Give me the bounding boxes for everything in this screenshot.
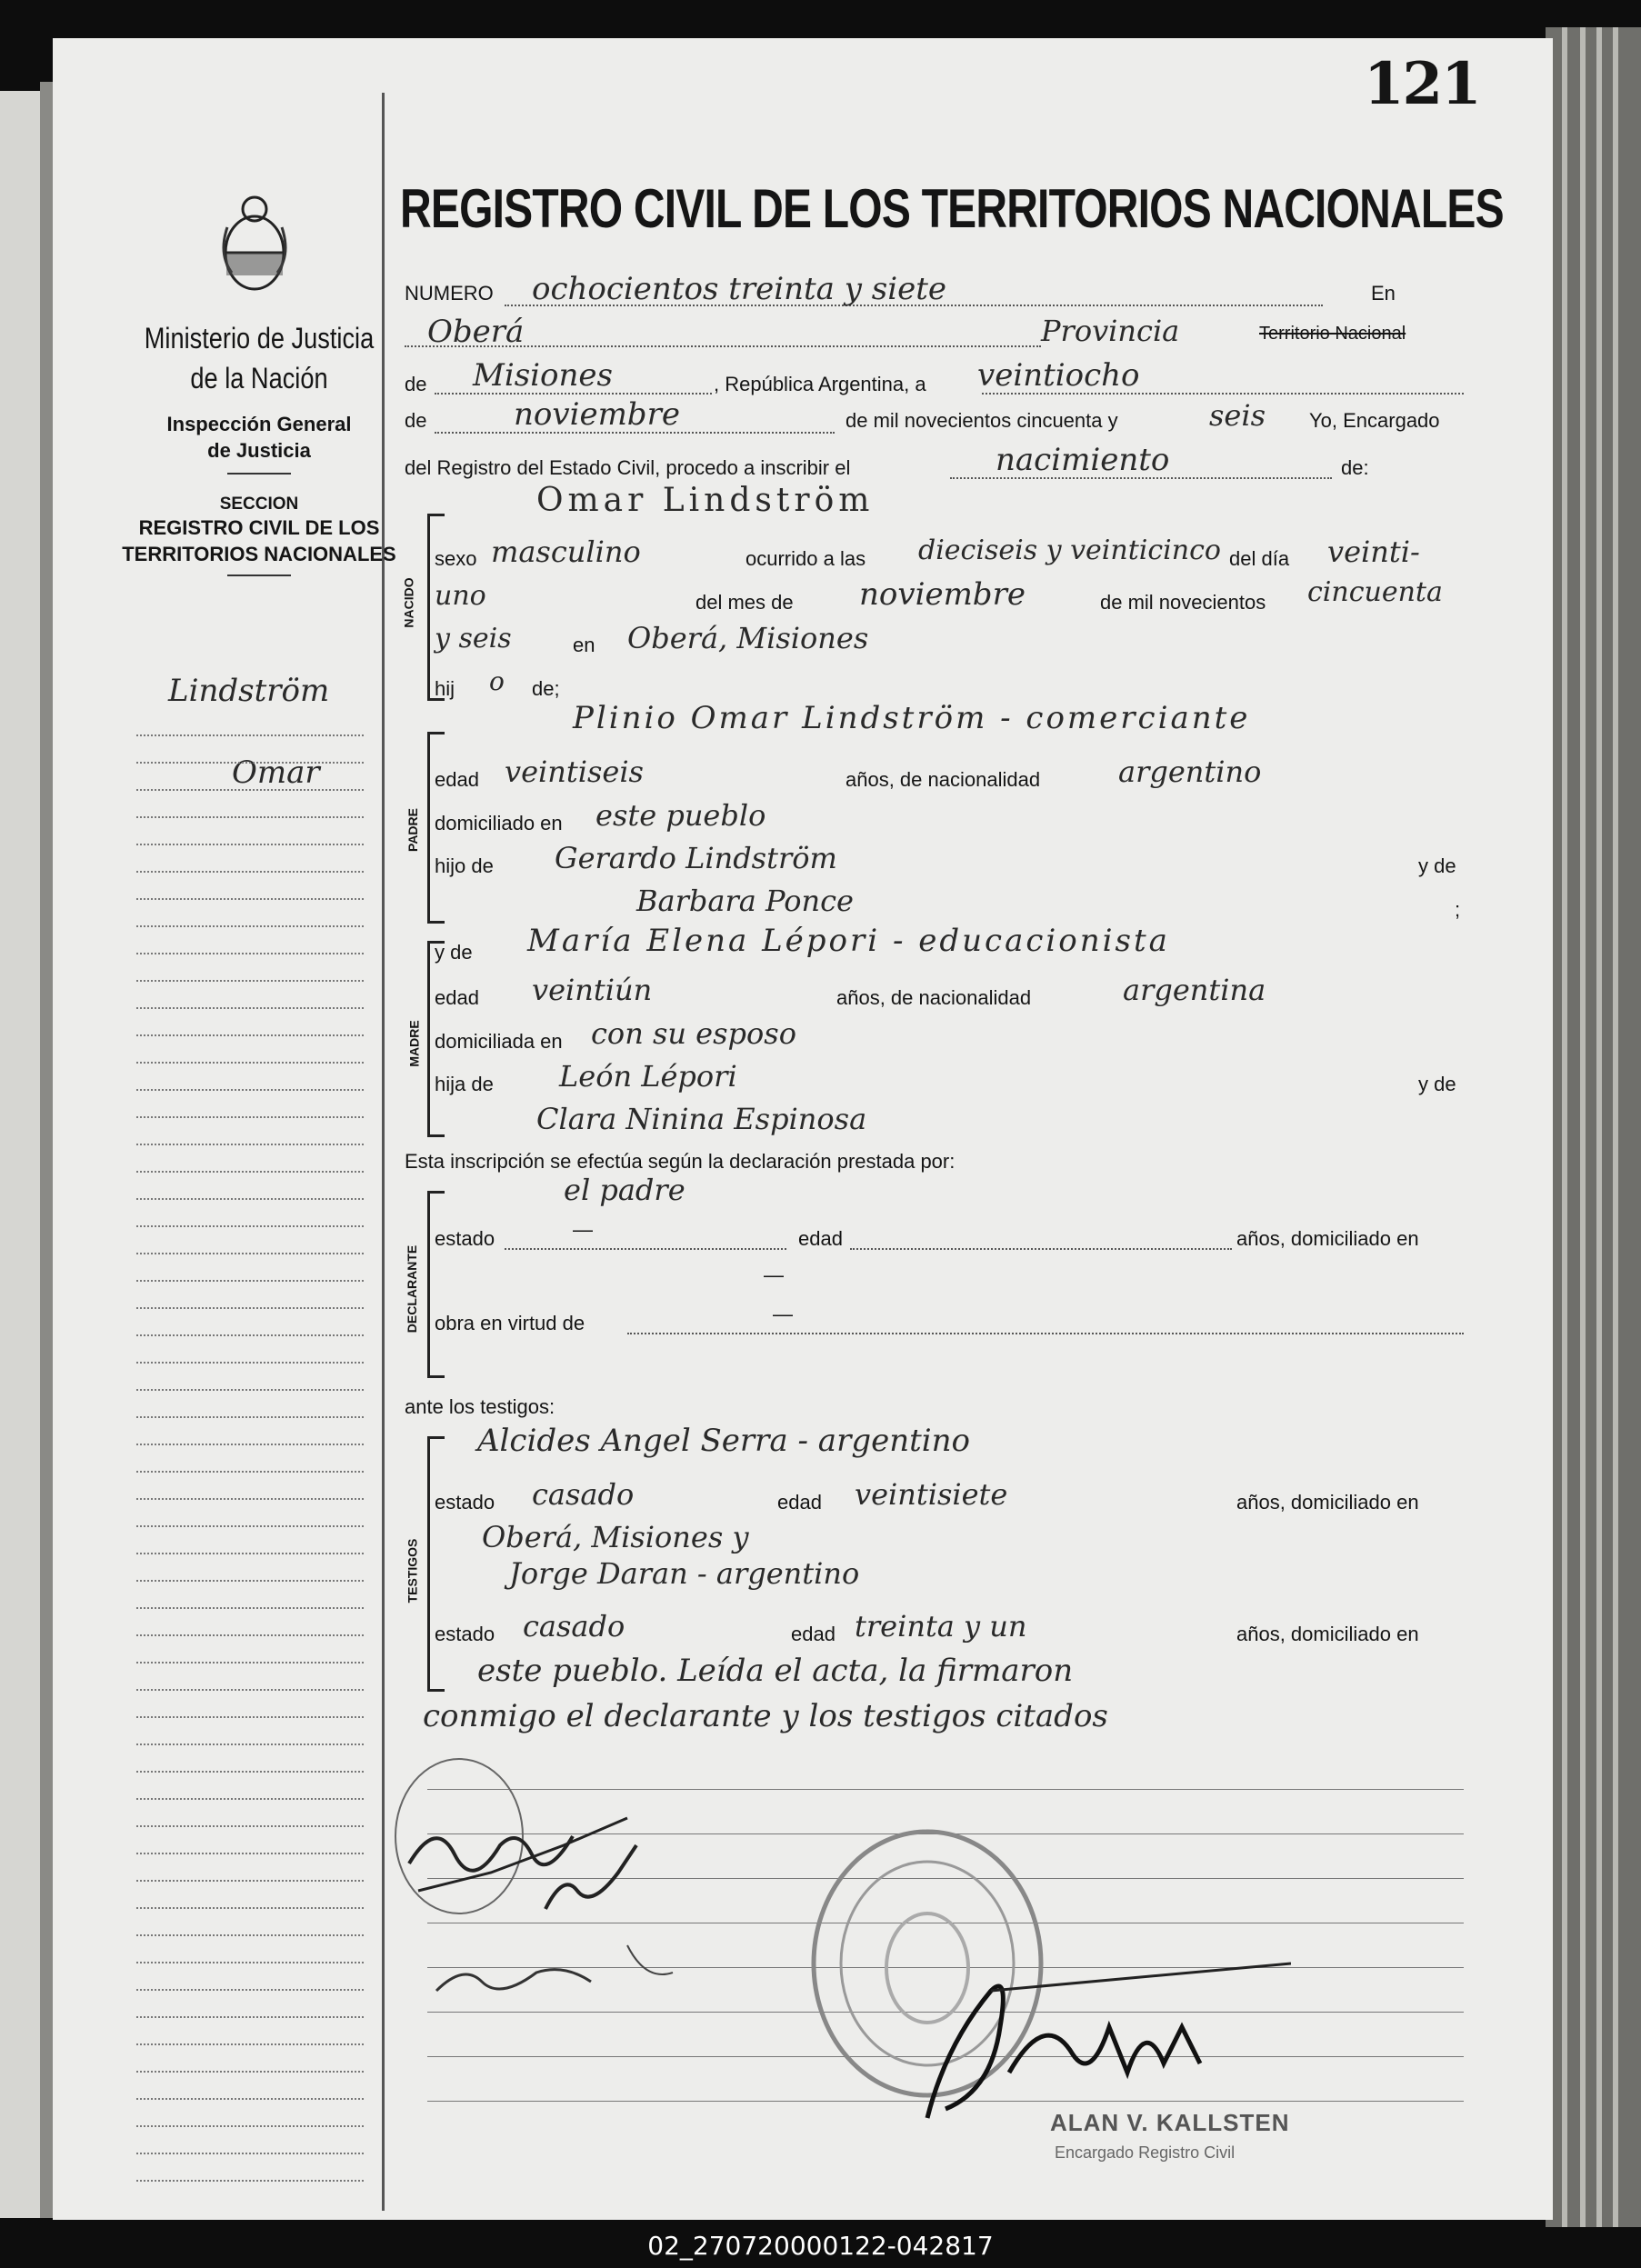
day-value: veintiocho xyxy=(977,357,1140,394)
dia-value-cont: uno xyxy=(435,580,486,612)
margin-ruled-line xyxy=(136,1827,364,1854)
declarante-anios-label: años, domiciliado en xyxy=(1236,1227,1419,1250)
padre-domiciliado-label: domiciliado en xyxy=(435,812,563,834)
republica-label: , República Argentina, a xyxy=(714,373,926,395)
footer-id: 02_270720000122-042817 xyxy=(647,2231,994,2261)
anio-value-cont: y seis xyxy=(435,623,512,654)
hij-suffix-value: o xyxy=(489,666,505,696)
margin-ruled-line xyxy=(136,2127,364,2154)
declarante-estado-label: estado xyxy=(435,1227,495,1250)
testigo1-estado-label: estado xyxy=(435,1491,495,1514)
registro-label: del Registro del Estado Civil, procedo a inscribir el xyxy=(405,456,851,479)
testigo2-anios-label: años, domiciliado en xyxy=(1236,1623,1419,1645)
de-label-2: de xyxy=(405,409,427,432)
madre-padre-value: León Lépori xyxy=(559,1059,737,1094)
testigo1-edad-value: veintisiete xyxy=(855,1477,1008,1512)
margin-ruled-line xyxy=(136,845,364,873)
testigo2-estado-value: casado xyxy=(523,1609,625,1644)
sexo-value: masculino xyxy=(491,535,641,569)
testigos-ante-label: ante los testigos: xyxy=(405,1395,555,1418)
margin-ruled-line xyxy=(136,736,364,764)
margin-ruled-line xyxy=(136,1145,364,1173)
page-title: REGISTRO CIVIL DE LOS TERRITORIOS NACIONALES xyxy=(400,178,1504,239)
madre-y-de-label-2: y de xyxy=(1418,1073,1456,1095)
margin-ruled-line xyxy=(136,1609,364,1636)
margin-ruled-line xyxy=(136,1091,364,1118)
margin-ruled-line xyxy=(136,1473,364,1500)
madre-nacionalidad-value: argentina xyxy=(1123,973,1266,1007)
margin-ruled-line xyxy=(136,1391,364,1418)
margin-ruled-line xyxy=(136,1718,364,1745)
en-label: En xyxy=(1371,282,1396,305)
de-mil-label: de mil novecientos xyxy=(1100,591,1266,614)
nacido-name: Omar Lindström xyxy=(536,482,875,519)
padre-nacionalidad-value: argentino xyxy=(1118,754,1262,789)
padre-name: Plinio Omar Lindström - comerciante xyxy=(573,700,1251,736)
numero-value: ochocientos treinta y siete xyxy=(532,271,946,307)
madre-edad-value: veintiún xyxy=(532,973,653,1007)
margin-ruled-line xyxy=(136,1582,364,1609)
sexo-label: sexo xyxy=(435,547,477,570)
inspection-line1: Inspección General xyxy=(166,413,352,435)
section-line2: TERRITORIOS NACIONALES xyxy=(122,543,396,565)
testigo1-dom-value: Oberá, Misiones y xyxy=(482,1520,749,1554)
madre-domicilio-value: con su esposo xyxy=(591,1016,796,1051)
testigo2-edad-label: edad xyxy=(791,1623,836,1645)
margin-ruled-line xyxy=(136,791,364,818)
margin-ruled-line xyxy=(136,1064,364,1091)
margin-ruled-line xyxy=(136,1200,364,1227)
closing-line: conmigo el declarante y los testigos citados xyxy=(423,1698,1108,1734)
margin-ruled-line xyxy=(136,1936,364,1963)
padre-hijo-de-label: hijo de xyxy=(435,854,494,877)
year-value: seis xyxy=(1209,398,1266,433)
declaracion-por-value: el padre xyxy=(564,1173,685,1207)
del-dia-label: del día xyxy=(1229,547,1290,570)
margin-ruled-line xyxy=(136,1445,364,1473)
padre-label: PADRE xyxy=(405,808,420,852)
margin-ruled-line xyxy=(136,1254,364,1282)
testigo2-edad-value: treinta y un xyxy=(855,1609,1027,1644)
margin-ruled-line xyxy=(136,818,364,845)
anio-value: cincuenta xyxy=(1307,576,1443,608)
margin-ruled-line xyxy=(136,1664,364,1691)
testigos-bracket xyxy=(427,1436,445,1692)
margin-ruled-line xyxy=(136,1991,364,2018)
nacido-label: NACIDO xyxy=(401,577,416,628)
margin-ruled-line xyxy=(136,1773,364,1800)
ministry-line1: Ministerio de Justicia xyxy=(144,322,375,355)
margin-ruled-line xyxy=(136,1418,364,1445)
margin-ruled-line xyxy=(136,982,364,1009)
margin-ruled-line xyxy=(136,1118,364,1145)
mil-novecientos-label: de mil novecientos cincuenta y xyxy=(846,409,1118,432)
del-mes-label: del mes de xyxy=(695,591,794,614)
margin-name: Omar xyxy=(232,754,320,791)
madre-label: MADRE xyxy=(406,1020,422,1067)
place-value: Oberá xyxy=(427,314,525,350)
margin-ruled-line xyxy=(136,2018,364,2045)
padre-edad-label: edad xyxy=(435,768,479,791)
margin-ruled-line xyxy=(136,954,364,982)
declarante-bracket xyxy=(427,1191,445,1378)
margin-ruled-line xyxy=(136,1554,364,1582)
ministry-line2: de la Nación xyxy=(190,362,328,395)
padre-madre-value: Barbara Ponce xyxy=(636,884,854,918)
madre-y-de-label: y de xyxy=(435,941,473,964)
testigo2-dom-value: este pueblo. Leída el acta, la firmaron xyxy=(477,1653,1074,1689)
margin-ruled-line xyxy=(136,1691,364,1718)
madre-name: María Elena Lépori - educacionista xyxy=(527,923,1170,959)
madre-madre-value: Clara Ninina Espinosa xyxy=(536,1102,867,1136)
territorio-label: Territorio Nacional xyxy=(1259,324,1406,344)
provincia-value: Provincia xyxy=(1041,314,1180,348)
padre-y-de-label: y de xyxy=(1418,854,1456,877)
inspection-line2: de Justicia xyxy=(207,439,311,462)
province-value: Misiones xyxy=(473,357,613,394)
madre-hija-de-label: hija de xyxy=(435,1073,494,1095)
section-line1: REGISTRO CIVIL DE LOS xyxy=(138,516,380,539)
numero-label: NUMERO xyxy=(405,282,494,305)
lugar-value: Oberá, Misiones xyxy=(627,621,869,655)
registrar-title-stamp: Encargado Registro Civil xyxy=(1055,2143,1236,2162)
margin-ruled-line xyxy=(136,1336,364,1364)
margin-ruled-line xyxy=(136,709,364,736)
margin-ruled-line xyxy=(136,1173,364,1200)
testigo2-name: Jorge Daran - argentino xyxy=(509,1556,860,1591)
en-label-2: en xyxy=(573,634,595,656)
padre-anios-label: años, de nacionalidad xyxy=(846,768,1041,791)
madre-domiciliada-label: domiciliada en xyxy=(435,1030,563,1053)
testigo1-estado-value: casado xyxy=(532,1477,635,1512)
declarante-edad-label: edad xyxy=(798,1227,843,1250)
registrar-name-stamp: ALAN V. KALLSTEN xyxy=(1050,2109,1290,2136)
registrar-signature xyxy=(909,1936,1291,2136)
margin-ruled-line xyxy=(136,1364,364,1391)
margin-ruled-line xyxy=(136,1282,364,1309)
margin-ruled-line xyxy=(136,927,364,954)
ocurrido-label: ocurrido a las xyxy=(745,547,866,570)
margin-ruled-line xyxy=(136,764,364,791)
dia-value: veinti- xyxy=(1327,535,1420,569)
margin-ruled-line xyxy=(136,1009,364,1036)
margin-ruled-lines xyxy=(136,709,364,2182)
ministry-header xyxy=(109,318,409,576)
margin-ruled-line xyxy=(136,873,364,900)
padre-edad-value: veintiseis xyxy=(505,754,644,789)
testigo1-name: Alcides Angel Serra - argentino xyxy=(477,1423,971,1459)
padre-domicilio-value: este pueblo xyxy=(595,798,766,833)
margin-ruled-line xyxy=(136,1963,364,1991)
margin-ruled-line xyxy=(136,1882,364,1909)
section-label: SECCION xyxy=(219,495,299,514)
margin-ruled-line xyxy=(136,1309,364,1336)
dotted-line xyxy=(627,1333,1464,1334)
book-page-edges xyxy=(1546,27,1641,2227)
margin-ruled-line xyxy=(136,900,364,927)
act-type-value: nacimiento xyxy=(996,442,1170,478)
dotted-line xyxy=(850,1248,1232,1250)
padre-semicolon: ; xyxy=(1455,898,1461,921)
de-label: de xyxy=(405,373,427,395)
margin-surname: Lindström xyxy=(168,673,330,709)
margin-ruled-line xyxy=(136,2154,364,2182)
mes-value: noviembre xyxy=(859,576,1026,613)
hij-de-label: de; xyxy=(532,677,560,700)
declarante-dom-dash: — xyxy=(764,1264,784,1286)
hora-value: dieciseis y veinticinco xyxy=(918,535,1221,566)
witness-signatures xyxy=(382,1736,727,2082)
padre-padre-value: Gerardo Lindström xyxy=(555,841,837,875)
margin-ruled-line xyxy=(136,2100,364,2127)
month-value: noviembre xyxy=(514,396,680,433)
testigo1-edad-label: edad xyxy=(777,1491,822,1514)
madre-edad-label: edad xyxy=(435,986,479,1009)
margin-ruled-line xyxy=(136,1527,364,1554)
page-number: 121 xyxy=(1364,50,1480,118)
margin-ruled-line xyxy=(136,1800,364,1827)
margin-ruled-line xyxy=(136,1500,364,1527)
testigos-label: TESTIGOS xyxy=(405,1538,420,1604)
declaracion-text: Esta inscripción se efectúa según la declaración prestada por: xyxy=(405,1150,956,1173)
dotted-line xyxy=(505,1248,786,1250)
de-colon-label: de: xyxy=(1341,456,1369,479)
margin-ruled-line xyxy=(136,1636,364,1664)
margin-ruled-line xyxy=(136,1909,364,1936)
margin-ruled-line xyxy=(136,1227,364,1254)
testigo2-estado-label: estado xyxy=(435,1623,495,1645)
testigo1-anios-label: años, domiciliado en xyxy=(1236,1491,1419,1514)
margin-ruled-line xyxy=(136,2073,364,2100)
declarante-obra-label: obra en virtud de xyxy=(435,1312,585,1334)
declarante-estado-dash: — xyxy=(573,1218,593,1241)
coat-of-arms-icon xyxy=(214,191,295,295)
madre-anios-label: años, de nacionalidad xyxy=(836,986,1032,1009)
hij-label: hij xyxy=(435,677,455,700)
margin-ruled-line xyxy=(136,1745,364,1773)
yo-encargado-label: Yo, Encargado xyxy=(1309,409,1440,432)
margin-ruled-line xyxy=(136,2045,364,2073)
declarante-obra-dash: — xyxy=(773,1303,793,1325)
declarante-label: DECLARANTE xyxy=(405,1244,420,1334)
margin-ruled-line xyxy=(136,1036,364,1064)
margin-ruled-line xyxy=(136,1854,364,1882)
